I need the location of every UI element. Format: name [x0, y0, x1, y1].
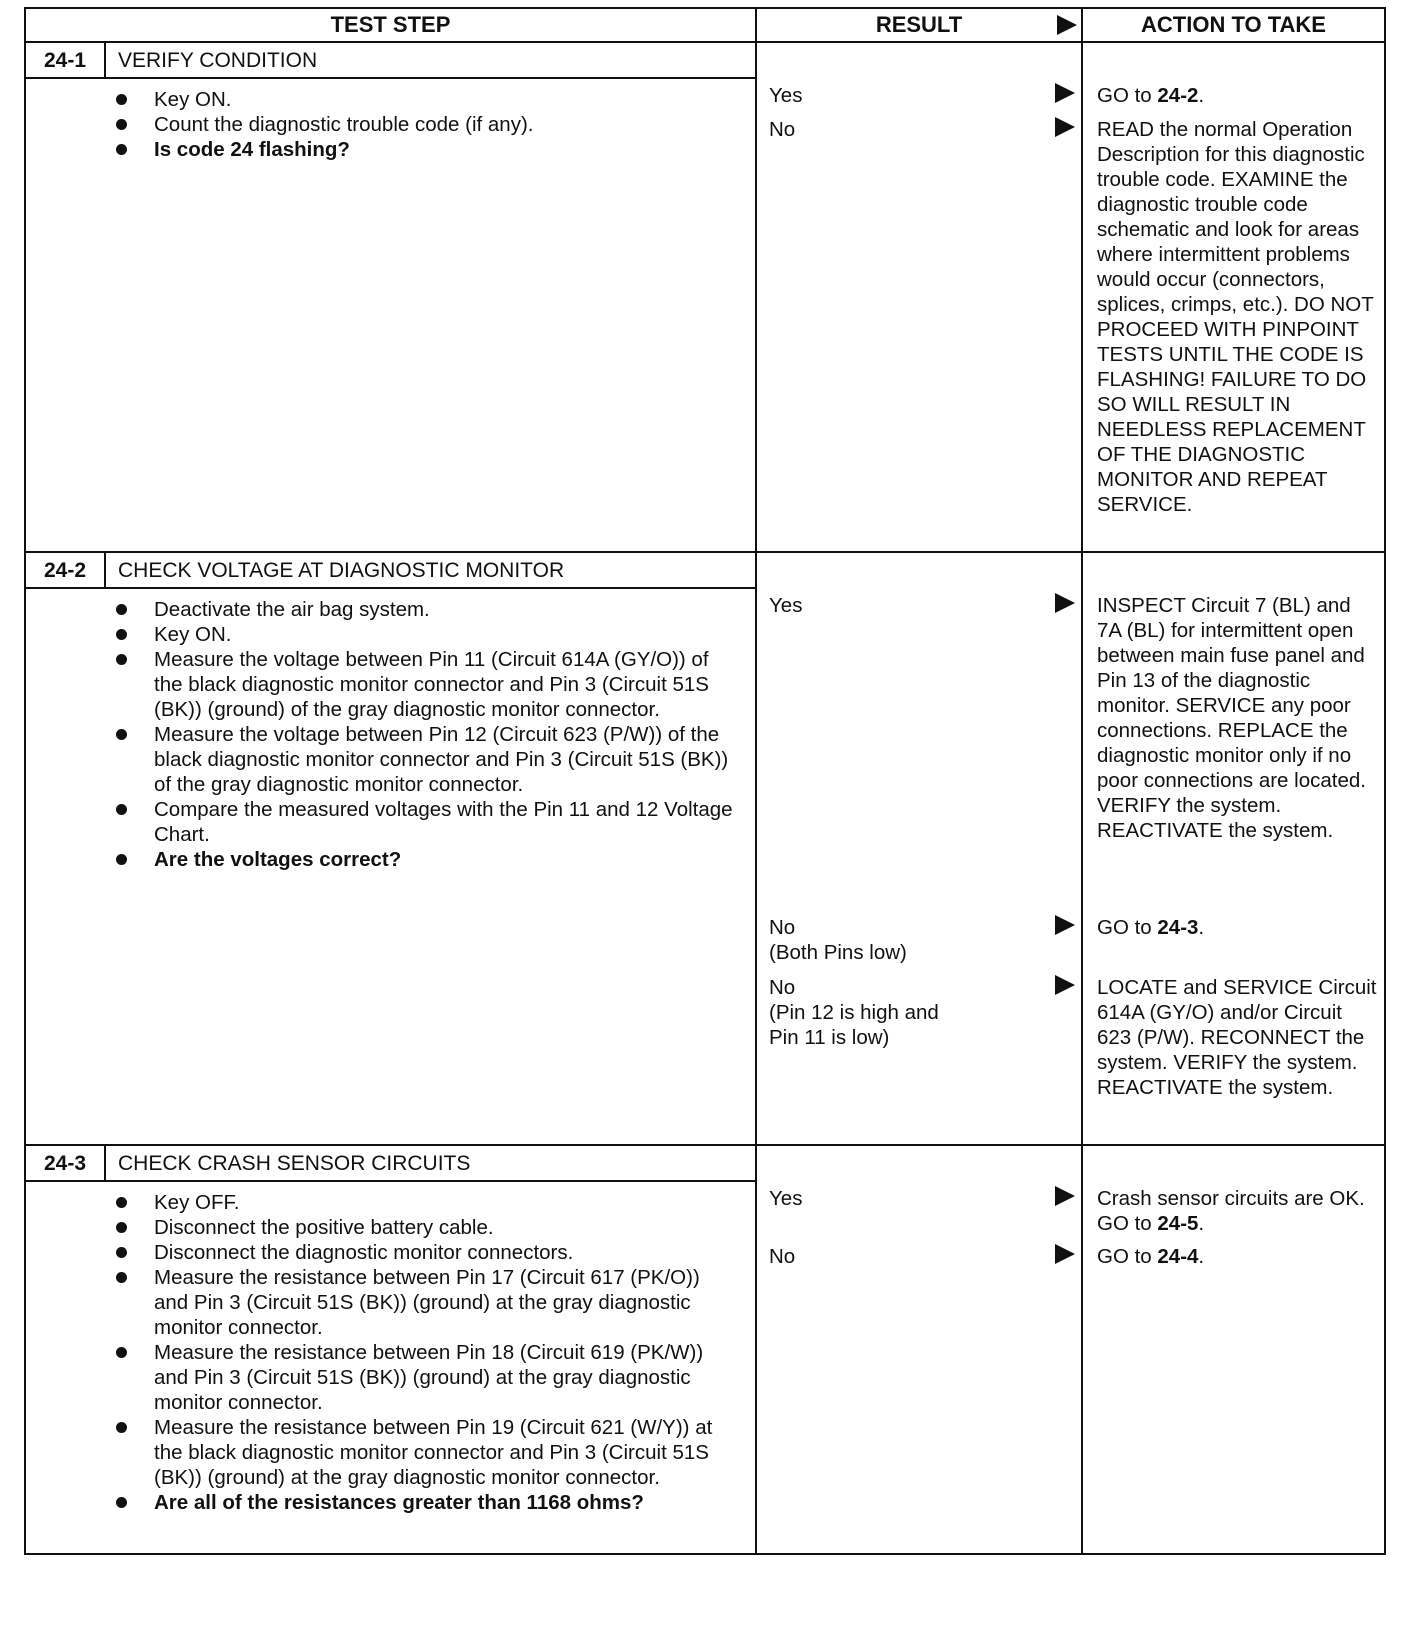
step-row: [26, 552, 1384, 1145]
bullet-item: Key ON.: [154, 87, 735, 112]
step-number: 24-2: [26, 553, 106, 587]
header-result-label: RESULT: [875, 12, 963, 37]
step-title: VERIFY CONDITION: [118, 48, 318, 72]
step-bullets: [26, 79, 755, 172]
bullet-item: Measure the voltage between Pin 11 (Circuit 614A (GY/O)) of the black diagnostic monitor connector and Pin 3 (Circuit 51S (BK)) (ground) of the gray diagnostic monitor connector.: [154, 647, 735, 722]
bullet-item: Measure the resistance between Pin 17 (Circuit 617 (PK/O)) and Pin 3 (Circuit 51S (BK)) (ground) at the gray diagnostic monitor connector.: [154, 1265, 735, 1340]
bullet-item: Count the diagnostic trouble code (if any).: [154, 112, 735, 137]
step-question: Are all of the resistances greater than 1168 ohms?: [154, 1490, 735, 1515]
step-number: 24-1: [26, 43, 106, 77]
action-text-main: GO to: [1097, 916, 1158, 939]
result-item: [769, 915, 1081, 965]
bullet-item: Measure the resistance between Pin 19 (Circuit 621 (W/Y)) at the black diagnostic monitor connector and Pin 3 (Circuit 51S (BK)) (ground) at the gray diagnostic monitor connector.: [154, 1415, 735, 1490]
action-text-end: .: [1198, 916, 1205, 939]
result-label: No (Pin 12 is high and Pin 11 is low): [769, 976, 939, 1049]
arrow-right-icon: [1055, 1244, 1075, 1264]
step-row: [26, 1145, 1384, 1553]
bullet-item: Measure the resistance between Pin 18 (Circuit 619 (PK/W)) and Pin 3 (Circuit 51S (BK)) (ground) at the gray diagnostic monitor connector.: [154, 1340, 735, 1415]
action-text: [1097, 915, 1378, 940]
step-reference: 24-3: [1157, 916, 1199, 939]
action-text-end: .: [1198, 1212, 1205, 1235]
step-reference: 24-5: [1157, 1212, 1199, 1235]
test-step-cell: [26, 552, 756, 1145]
result-label: No: [769, 1245, 796, 1268]
action-text-end: .: [1198, 1245, 1205, 1268]
arrow-right-icon: [1055, 83, 1075, 103]
action-text-main: READ the normal Operation Description for this diagnostic trouble code. EXAMINE the diagnostic trouble code schematic and look for areas where intermittent problems would occur (connectors, splices, crimps, etc.). DO NOT PROCEED WITH PINPOINT TESTS UNTIL THE CODE IS FLASHING! FAILURE TO DO SO WILL RESULT IN NEEDLESS REPLACEMENT OF THE DIAGNOSTIC MONITOR AND REPEAT SERVICE.: [1097, 118, 1374, 516]
test-step-cell: [26, 1145, 756, 1553]
step-reference: 24-4: [1157, 1245, 1199, 1268]
action-text-main: LOCATE and SERVICE Circuit 614A (GY/O) and/or Circuit 623 (P/W). RECONNECT the system. VERIFY the system. REACTIVATE the system.: [1097, 976, 1377, 1099]
arrow-right-icon: [1057, 15, 1077, 35]
bullet-item: Disconnect the positive battery cable.: [154, 1215, 735, 1240]
action-text: [1097, 975, 1378, 1100]
result-item: [769, 593, 1081, 618]
action-text: [1097, 593, 1378, 843]
action-cell: [1082, 1145, 1384, 1553]
action-text: [1097, 1244, 1378, 1269]
header-result: [756, 9, 1082, 42]
step-bullets: [26, 1182, 755, 1525]
bullet-item: Disconnect the diagnostic monitor connectors.: [154, 1240, 735, 1265]
result-item: [769, 1244, 1081, 1269]
result-item: [769, 83, 1081, 108]
test-step-cell: [26, 42, 756, 552]
bullet-item: Key OFF.: [154, 1190, 735, 1215]
step-question: Is code 24 flashing?: [154, 137, 735, 162]
result-label: No (Both Pins low): [769, 916, 907, 964]
bullet-item: Compare the measured voltages with the Pin 11 and 12 Voltage Chart.: [154, 797, 735, 847]
step-question: Are the voltages correct?: [154, 847, 735, 872]
bullet-item: Deactivate the air bag system.: [154, 597, 735, 622]
step-bullets: [26, 589, 755, 882]
arrow-right-icon: [1055, 915, 1075, 935]
action-text-main: Crash sensor circuits are OK. GO to: [1097, 1187, 1365, 1235]
step-reference: 24-2: [1157, 84, 1199, 107]
action-text: [1097, 83, 1378, 108]
step-title: CHECK CRASH SENSOR CIRCUITS: [118, 1151, 471, 1175]
result-item: [769, 975, 1081, 1050]
arrow-right-icon: [1055, 593, 1075, 613]
action-text-main: GO to: [1097, 84, 1158, 107]
action-text-main: INSPECT Circuit 7 (BL) and 7A (BL) for intermittent open between main fuse panel and Pin 13 of the diagnostic monitor. SERVICE any poor connections. REPLACE the diagnostic monitor only if no poor connections are located. VERIFY the system. REACTIVATE the system.: [1097, 594, 1366, 842]
result-cell: [756, 1145, 1082, 1553]
arrow-right-icon: [1055, 117, 1075, 137]
action-text: [1097, 1186, 1378, 1236]
result-label: Yes: [769, 594, 803, 617]
arrow-right-icon: [1055, 1186, 1075, 1206]
bullet-item: Measure the voltage between Pin 12 (Circuit 623 (P/W)) of the black diagnostic monitor connector and Pin 3 (Circuit 51S (BK)) of the gray diagnostic monitor connector.: [154, 722, 735, 797]
result-label: Yes: [769, 84, 803, 107]
result-label: No: [769, 118, 796, 141]
diagnostic-table: [24, 7, 1386, 1555]
step-number: 24-3: [26, 1146, 106, 1180]
header-test-step: TEST STEP: [26, 9, 756, 42]
action-text-end: .: [1198, 84, 1205, 107]
step-title: CHECK VOLTAGE AT DIAGNOSTIC MONITOR: [118, 558, 565, 582]
result-cell: [756, 42, 1082, 552]
header-action: ACTION TO TAKE: [1082, 9, 1384, 42]
step-row: [26, 42, 1384, 552]
result-label: Yes: [769, 1187, 803, 1210]
action-cell: [1082, 42, 1384, 552]
arrow-right-icon: [1055, 975, 1075, 995]
action-cell: [1082, 552, 1384, 1145]
bullet-item: Key ON.: [154, 622, 735, 647]
result-item: [769, 117, 1081, 142]
action-text: [1097, 117, 1378, 517]
result-cell: [756, 552, 1082, 1145]
action-text-main: GO to: [1097, 1245, 1158, 1268]
result-item: [769, 1186, 1081, 1211]
